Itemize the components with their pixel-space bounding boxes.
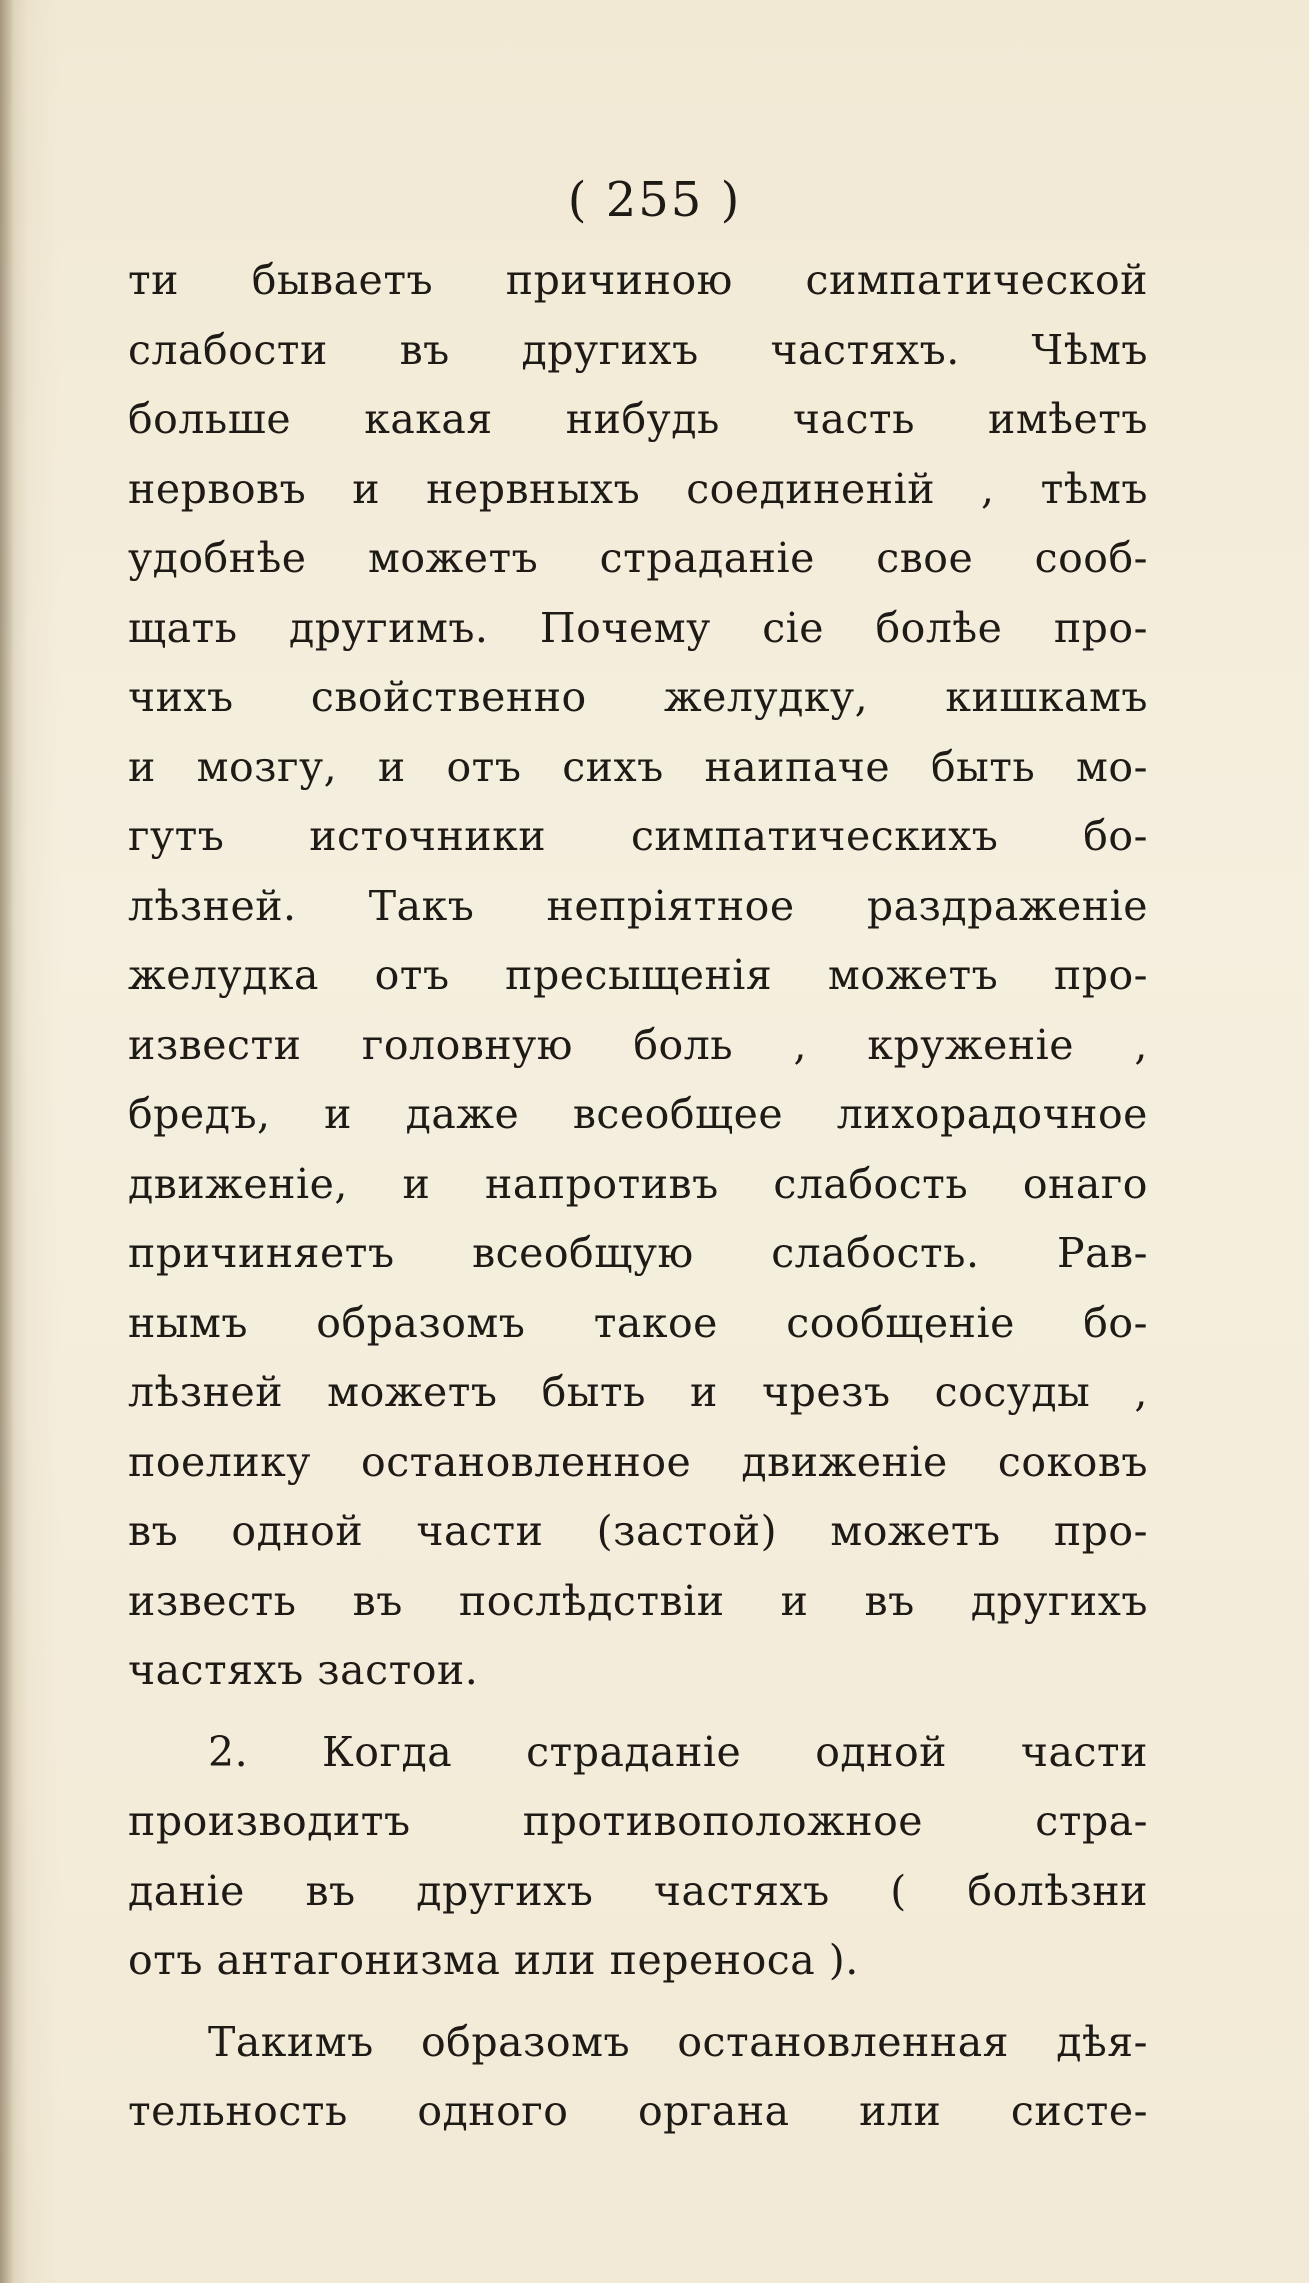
word: въ	[352, 1576, 403, 1625]
word: можетъ	[830, 1507, 1001, 1555]
text-line	[128, 872, 1148, 942]
numbered-item	[128, 1718, 1148, 1788]
text-line	[128, 1857, 1148, 1927]
text-line: частяхъ застои.	[128, 1646, 479, 1694]
text-line	[128, 733, 1148, 803]
text-line	[128, 1787, 1148, 1857]
word: непрiятное	[546, 881, 795, 930]
text-line	[128, 802, 1148, 872]
word: бо-	[1083, 1298, 1148, 1347]
word: частяхъ.	[770, 325, 960, 374]
text-line	[128, 385, 1148, 455]
word: или	[859, 2087, 942, 2135]
word: въ	[128, 1507, 179, 1555]
text-line	[128, 1150, 1148, 1220]
word: мо-	[1076, 742, 1148, 791]
text-line	[128, 594, 1148, 664]
word: и	[377, 742, 406, 791]
text-line	[128, 1289, 1148, 1359]
word: круженiе	[867, 1020, 1075, 1069]
word: кишкамъ	[945, 673, 1148, 721]
word: желудка	[128, 951, 319, 999]
word: другихъ	[970, 1576, 1148, 1625]
word: движенiе,	[128, 1159, 348, 1208]
word: про-	[1053, 603, 1148, 652]
word: и	[780, 1576, 809, 1625]
word: даже	[405, 1090, 520, 1138]
word: лѣзней	[128, 1368, 284, 1416]
word: сооб-	[1034, 534, 1148, 582]
word: тѣмъ	[1040, 464, 1148, 513]
word: сообщенiе	[786, 1298, 1015, 1347]
word: остановленная	[677, 2017, 1010, 2066]
word: свойственно	[310, 673, 587, 721]
word: и	[690, 1368, 718, 1416]
word: мозгу,	[196, 742, 338, 791]
word: образомъ	[421, 2017, 631, 2066]
word: отъ	[446, 742, 522, 791]
word: въ	[864, 1576, 915, 1625]
word: всеобщую	[472, 1229, 694, 1277]
word: такое	[593, 1298, 718, 1347]
word: ,	[793, 1020, 808, 1069]
word: желудку,	[663, 673, 869, 721]
text-line	[128, 1567, 1148, 1637]
text-line	[128, 1080, 1148, 1150]
word: Такимъ	[208, 2017, 374, 2066]
word: чихъ	[128, 673, 234, 721]
word: извести	[128, 1020, 302, 1069]
word: Такъ	[368, 881, 475, 930]
word: ти	[128, 256, 180, 304]
word: симпатическихъ	[630, 812, 999, 860]
word: части	[416, 1507, 544, 1555]
text-line: отъ антагонизма или переноса ).	[128, 1936, 859, 1984]
word: соковъ	[997, 1437, 1148, 1486]
word: ,	[1134, 1020, 1148, 1069]
word: нымъ	[128, 1298, 248, 1347]
word: образомъ	[316, 1298, 526, 1347]
word: слабость.	[771, 1229, 980, 1277]
word: быть	[541, 1368, 646, 1416]
word: Рав-	[1057, 1229, 1148, 1277]
word: противоположное	[522, 1797, 924, 1845]
word: органа	[638, 2087, 790, 2135]
word: причиною	[505, 256, 733, 304]
word: тельность	[128, 2087, 348, 2135]
word: онаго	[1022, 1159, 1148, 1208]
text-line	[128, 941, 1148, 1011]
word: свое	[876, 534, 974, 582]
word: слабости	[128, 325, 328, 374]
word: можетъ	[367, 534, 539, 582]
word: 2.	[208, 1727, 249, 1776]
word: стра-	[1035, 1797, 1148, 1845]
text-line	[128, 1358, 1148, 1428]
word: гутъ	[128, 812, 225, 860]
word: нибудь	[565, 395, 720, 443]
text-line	[128, 246, 1148, 316]
word: про-	[1053, 1507, 1148, 1555]
word: лихорадочное	[836, 1090, 1148, 1138]
paragraph-start	[128, 2008, 1148, 2078]
text-line	[128, 1011, 1148, 1081]
word: данiе	[128, 1866, 245, 1915]
word: больше	[128, 395, 292, 443]
word: одного	[417, 2087, 569, 2135]
word: страданiе	[599, 534, 815, 582]
word: (	[890, 1866, 907, 1915]
word: источники	[309, 812, 547, 860]
word: причиняетъ	[128, 1229, 395, 1277]
spine-shadow	[0, 0, 14, 2283]
text-line	[128, 1219, 1148, 1289]
word: части	[1020, 1727, 1148, 1776]
word: въ	[305, 1866, 356, 1915]
text-line	[128, 316, 1148, 386]
text-line	[128, 1497, 1148, 1567]
word: бредъ,	[128, 1090, 271, 1138]
word: и	[352, 464, 381, 513]
word: ,	[1134, 1368, 1148, 1416]
word: известь	[128, 1576, 297, 1625]
text-line	[128, 2077, 1148, 2147]
word: одной	[231, 1507, 364, 1555]
word: въ	[399, 325, 450, 374]
word: одной	[815, 1727, 947, 1776]
text-line	[128, 524, 1148, 594]
word: быть	[930, 742, 1036, 791]
word: всеобщее	[572, 1090, 784, 1138]
word: (застой)	[596, 1507, 778, 1555]
word: щать	[128, 603, 238, 652]
text-line	[128, 455, 1148, 525]
word: какая	[364, 395, 493, 443]
word: пресыщенiя	[505, 951, 773, 999]
word: движенiе	[741, 1437, 948, 1486]
word: и	[324, 1090, 352, 1138]
word: другимъ.	[289, 603, 489, 652]
word: удобнѣе	[128, 534, 307, 582]
word: поелику	[128, 1437, 311, 1486]
word: боль	[633, 1020, 734, 1069]
word: слабость	[773, 1159, 969, 1208]
word: другихъ	[521, 325, 699, 374]
word: про-	[1053, 951, 1148, 999]
word: болѣзни	[967, 1866, 1148, 1915]
word: остановленное	[361, 1437, 692, 1486]
word: страданiе	[526, 1727, 742, 1776]
word: головную	[361, 1020, 573, 1069]
word: и	[128, 742, 156, 791]
word: Когда	[322, 1727, 453, 1776]
word: соединенiй	[686, 464, 936, 513]
word: можетъ	[327, 1368, 498, 1416]
word: отъ	[374, 951, 450, 999]
text-line	[128, 663, 1148, 733]
word: дѣя-	[1056, 2017, 1148, 2066]
body-text	[128, 246, 1148, 2147]
word: Чѣмъ	[1031, 325, 1148, 374]
text-line	[128, 1428, 1148, 1498]
word: частяхъ	[653, 1866, 830, 1915]
word: сихъ	[562, 742, 664, 791]
word: чрезъ	[761, 1368, 891, 1416]
word: нервовъ	[128, 464, 307, 513]
word: лѣзней.	[128, 881, 297, 930]
word: болѣе	[875, 603, 1003, 652]
word: Почему	[539, 603, 711, 652]
word: часть	[792, 395, 915, 443]
word: сiе	[762, 603, 825, 652]
word: симпатической	[805, 256, 1148, 304]
word: напротивъ	[485, 1159, 719, 1208]
word: систе-	[1010, 2087, 1148, 2135]
word: другихъ	[416, 1866, 594, 1915]
word: раздраженiе	[866, 881, 1148, 930]
word: послѣдствiи	[458, 1576, 725, 1625]
word: наипаче	[704, 742, 891, 791]
word: бываетъ	[251, 256, 434, 304]
word: нервныхъ	[426, 464, 641, 513]
word: бо-	[1083, 812, 1148, 860]
word: можетъ	[827, 951, 999, 999]
word: производитъ	[128, 1797, 411, 1845]
word: и	[402, 1159, 431, 1208]
page-number: ( 255 )	[567, 172, 742, 228]
word: сосуды	[934, 1368, 1091, 1416]
word: ,	[981, 464, 995, 513]
word: имѣетъ	[988, 395, 1148, 443]
